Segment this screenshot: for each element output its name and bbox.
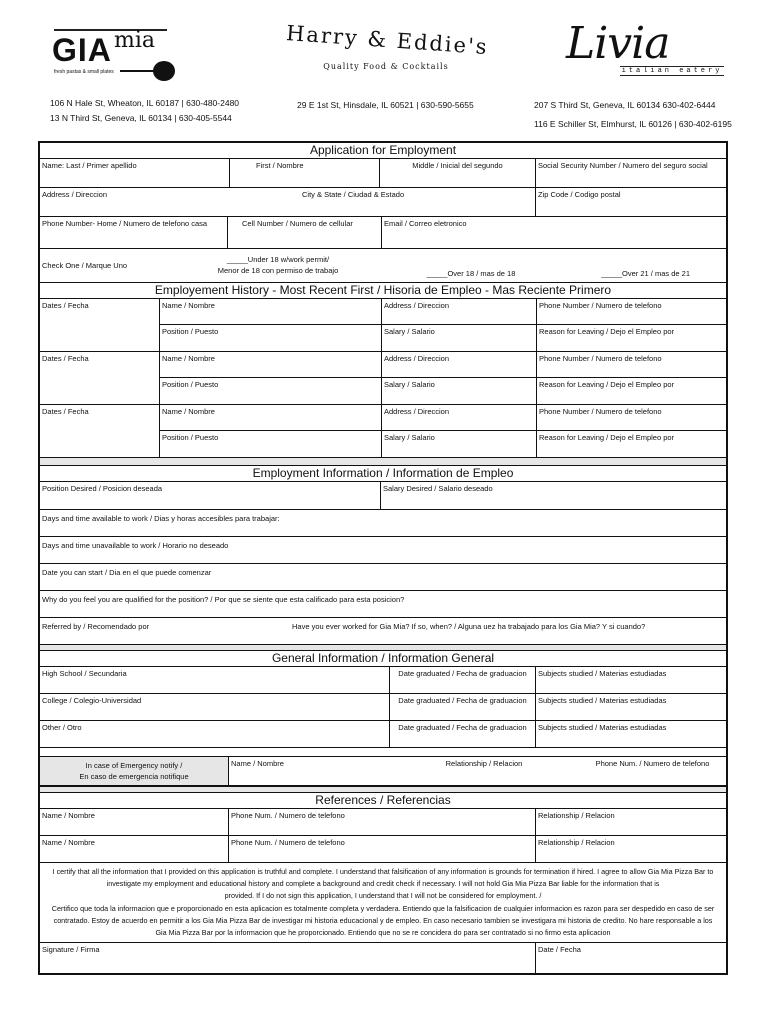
section-title-history: Employement History - Most Recent First / Hisoria de Empleo - Mas Reciente Primero bbox=[40, 283, 726, 299]
under-18-option[interactable] bbox=[190, 249, 366, 282]
college-field[interactable]: College / Colegio-Universidad bbox=[40, 694, 390, 720]
emergency-label bbox=[40, 757, 229, 785]
other-education-field[interactable]: Other / Otro bbox=[40, 721, 390, 747]
history-salary-field[interactable]: Salary / Salario bbox=[382, 431, 537, 457]
harry-eddies-name: Harry & Eddie's bbox=[285, 21, 490, 60]
address-geneva: 13 N Third St, Geneva, IL 60134 | 630-405-5544 bbox=[50, 113, 232, 123]
certification-en-3: provided. If I do not sign this application, I understand that I will not be considered for employment. / bbox=[224, 891, 542, 901]
cell-phone-field[interactable]: Cell Number / Numero de cellular bbox=[228, 217, 382, 248]
address-left bbox=[50, 96, 239, 126]
history-name-field[interactable]: Name / Nombre bbox=[160, 405, 382, 430]
reference-2-phone-field[interactable]: Phone Num. / Numero de telefono bbox=[229, 836, 536, 862]
over-18-option[interactable]: _____Over 18 / mas de 18 bbox=[426, 269, 516, 278]
history-address-field[interactable]: Address / Direccion bbox=[382, 352, 537, 377]
history-address-field[interactable]: Address / Direccion bbox=[382, 405, 537, 430]
section-title-employment: Employment Information / Information de Empleo bbox=[40, 466, 726, 482]
gia-logo-mia: mia bbox=[114, 28, 156, 53]
certification-es-1: Certifico que toda la informacion que e proporcionado en esta aplicacion es totalmente completa y verdadera. Entiendo que la falsificacion de cualquier informacion es razon para ser despedido en caso de ser bbox=[51, 903, 715, 913]
college-graduated-field[interactable]: Date graduated / Fecha de graduacion bbox=[390, 694, 536, 720]
hs-subjects-field[interactable]: Subjects studied / Materias estudiadas bbox=[538, 669, 667, 678]
high-school-field[interactable]: High School / Secundaria bbox=[40, 667, 390, 693]
section-title-general: General Information / Information General bbox=[40, 651, 726, 667]
qualified-why-field[interactable]: Why do you feel you are qualified for the position? / Por que se siente que esta calificado para esta posicion? bbox=[42, 595, 405, 604]
harry-eddies-logo bbox=[285, 21, 490, 78]
history-reason-field[interactable]: Reason for Leaving / Dejo el Empleo por bbox=[539, 327, 675, 336]
history-phone-field[interactable]: Phone Number / Numero de telefono bbox=[539, 301, 662, 310]
under-18-line2: Menor de 18 con permiso de trabajo bbox=[217, 266, 339, 275]
referred-by-field[interactable]: Referred by / Recomendado por bbox=[42, 622, 150, 631]
section-title-application: Application for Employment bbox=[40, 143, 726, 159]
days-unavailable-field[interactable]: Days and time unavailable to work / Horario no deseado bbox=[42, 541, 229, 550]
livia-script: Livia bbox=[566, 18, 670, 69]
emergency-spacer bbox=[40, 748, 726, 756]
zip-field[interactable]: Zip Code / Codigo postal bbox=[538, 190, 621, 199]
history-name-field[interactable]: Name / Nombre bbox=[160, 299, 382, 324]
history-address-field[interactable]: Address / Direccion bbox=[382, 299, 537, 324]
history-dates-field[interactable]: Dates / Fecha bbox=[40, 352, 160, 404]
hs-graduated-field[interactable]: Date graduated / Fecha de graduacion bbox=[390, 667, 536, 693]
livia-logo bbox=[560, 18, 730, 82]
livia-sub: italian eatery bbox=[621, 67, 723, 75]
over-21-option[interactable]: _____Over 21 / mas de 21 bbox=[601, 269, 690, 278]
certification-statement bbox=[40, 863, 726, 943]
section-divider bbox=[40, 458, 726, 466]
spoon-icon bbox=[120, 60, 176, 82]
other-subjects-field[interactable]: Subjects studied / Materias estudiadas bbox=[538, 723, 667, 732]
emergency-label-en: In case of Emergency notify / bbox=[85, 761, 183, 770]
first-name-field[interactable]: First / Nombre bbox=[230, 159, 380, 187]
reference-2-name-field[interactable]: Name / Nombre bbox=[40, 836, 229, 862]
address-wheaton: 106 N Hale St, Wheaton, IL 60187 | 630-480-2480 bbox=[50, 98, 240, 108]
address-right bbox=[534, 96, 732, 134]
certification-es-3: Gia Mia Pizza Bar por la informacion que he proporcionado. Entiendo que no se re concidera do para ser contratado si no firmo esta aplicacion bbox=[155, 928, 611, 938]
salary-desired-field[interactable]: Salary Desired / Salario deseado bbox=[383, 484, 493, 493]
reference-1-relationship-field[interactable]: Relationship / Relacion bbox=[538, 811, 615, 820]
history-phone-field[interactable]: Phone Number / Numero de telefono bbox=[539, 407, 662, 416]
other-graduated-field[interactable]: Date graduated / Fecha de graduacion bbox=[390, 721, 536, 747]
section-title-references: References / Referencias bbox=[40, 793, 726, 809]
city-state-field[interactable]: City & State / Ciudad & Estado bbox=[300, 188, 536, 216]
under-18-line1: _____Under 18 w/work permit/ bbox=[226, 255, 330, 264]
emergency-relationship-field[interactable]: Relationship / Relacion bbox=[445, 759, 523, 768]
ssn-field[interactable]: Social Security Number / Numero del seguro social bbox=[538, 161, 708, 170]
history-reason-field[interactable]: Reason for Leaving / Dejo el Empleo por bbox=[539, 380, 675, 389]
reference-1-name-field[interactable]: Name / Nombre bbox=[40, 809, 229, 835]
certification-en-1: I certify that all the information that I provided on this application is truthful and complete. I understand that falsification of any information is grounds for termination if hired. I agree to allow Gia Mia Pizza Bar to bbox=[52, 867, 714, 876]
harry-eddies-sub: Quality Food & Cocktails bbox=[323, 62, 449, 71]
certification-en-2: investigate my employment and educational history and complete a background and credit check if necessary. I will not hold Gia Mia Pizza Bar liable for the information that is bbox=[106, 879, 660, 889]
start-date-field[interactable]: Date you can start / Dia en el que puede comenzar bbox=[42, 568, 212, 577]
college-subjects-field[interactable]: Subjects studied / Materias estudiadas bbox=[538, 696, 667, 705]
history-name-field[interactable]: Name / Nombre bbox=[160, 352, 382, 377]
history-salary-field[interactable]: Salary / Salario bbox=[382, 378, 537, 404]
history-entry-1 bbox=[40, 299, 726, 352]
emergency-phone-field[interactable]: Phone Num. / Numero de telefono bbox=[595, 759, 710, 768]
worked-before-field[interactable]: Have you ever worked for Gia Mia? If so, when? / Alguna uez ha trabajado para los Gia Mia? Y si cuando? bbox=[292, 622, 646, 631]
emergency-label-es: En caso de emergencia notifique bbox=[79, 772, 189, 781]
address-elmhurst: 116 E Schiller St, Elmhurst, IL 60126 | 630-402-6195 bbox=[534, 119, 732, 129]
date-field[interactable]: Date / Fecha bbox=[538, 945, 581, 955]
employment-application-form bbox=[38, 141, 728, 975]
signature-field[interactable]: Signature / Firma bbox=[40, 943, 536, 973]
history-dates-field[interactable]: Dates / Fecha bbox=[40, 405, 160, 457]
gia-logo-word: GIA bbox=[52, 32, 112, 68]
gia-tagline: fresh pastas & small plates bbox=[54, 69, 114, 75]
history-position-field[interactable]: Position / Puesto bbox=[160, 378, 382, 404]
emergency-name-field[interactable]: Name / Nombre bbox=[231, 759, 284, 768]
history-reason-field[interactable]: Reason for Leaving / Dejo el Empleo por bbox=[539, 433, 675, 442]
home-phone-field[interactable]: Phone Number- Home / Numero de telefono casa bbox=[40, 217, 228, 248]
middle-initial-field[interactable]: Middle / Inicial del segundo bbox=[380, 159, 536, 187]
reference-1-phone-field[interactable]: Phone Num. / Numero de telefono bbox=[229, 809, 536, 835]
last-name-field[interactable]: Name: Last / Primer apellido bbox=[40, 159, 230, 187]
history-entry-3 bbox=[40, 405, 726, 458]
reference-2-relationship-field[interactable]: Relationship / Relacion bbox=[538, 838, 615, 847]
history-entry-2 bbox=[40, 352, 726, 405]
history-position-field[interactable]: Position / Puesto bbox=[160, 325, 382, 351]
history-position-field[interactable]: Position / Puesto bbox=[160, 431, 382, 457]
check-one-label: Check One / Marque Uno bbox=[42, 261, 128, 270]
history-salary-field[interactable]: Salary / Salario bbox=[382, 325, 537, 351]
days-available-field[interactable]: Days and time available to work / Dias y horas accesibles para trabajar: bbox=[42, 514, 280, 523]
section-divider bbox=[40, 786, 726, 793]
history-phone-field[interactable]: Phone Number / Numero de telefono bbox=[539, 354, 662, 363]
address-geneva-livia: 207 S Third St, Geneva, IL 60134 630-402-6444 bbox=[534, 100, 716, 110]
address-field[interactable]: Address / Direccion bbox=[42, 190, 108, 199]
certification-es-2: contratado. Estoy de acuerdo en permitir a los Gia Mia Pizza Bar de investigar mi historia educacional y de empleo. En caso necesario tambien se investigara mi historia de credito. No hare responsable a los bbox=[53, 915, 713, 925]
position-desired-field[interactable]: Position Desired / Posicion deseada bbox=[40, 482, 381, 509]
history-dates-field[interactable]: Dates / Fecha bbox=[40, 299, 160, 351]
address-hinsdale: 29 E 1st St, Hinsdale, IL 60521 | 630-590-5655 bbox=[297, 100, 474, 110]
email-field[interactable]: Email / Correo eletronico bbox=[384, 219, 467, 228]
gia-mia-logo bbox=[52, 26, 172, 86]
